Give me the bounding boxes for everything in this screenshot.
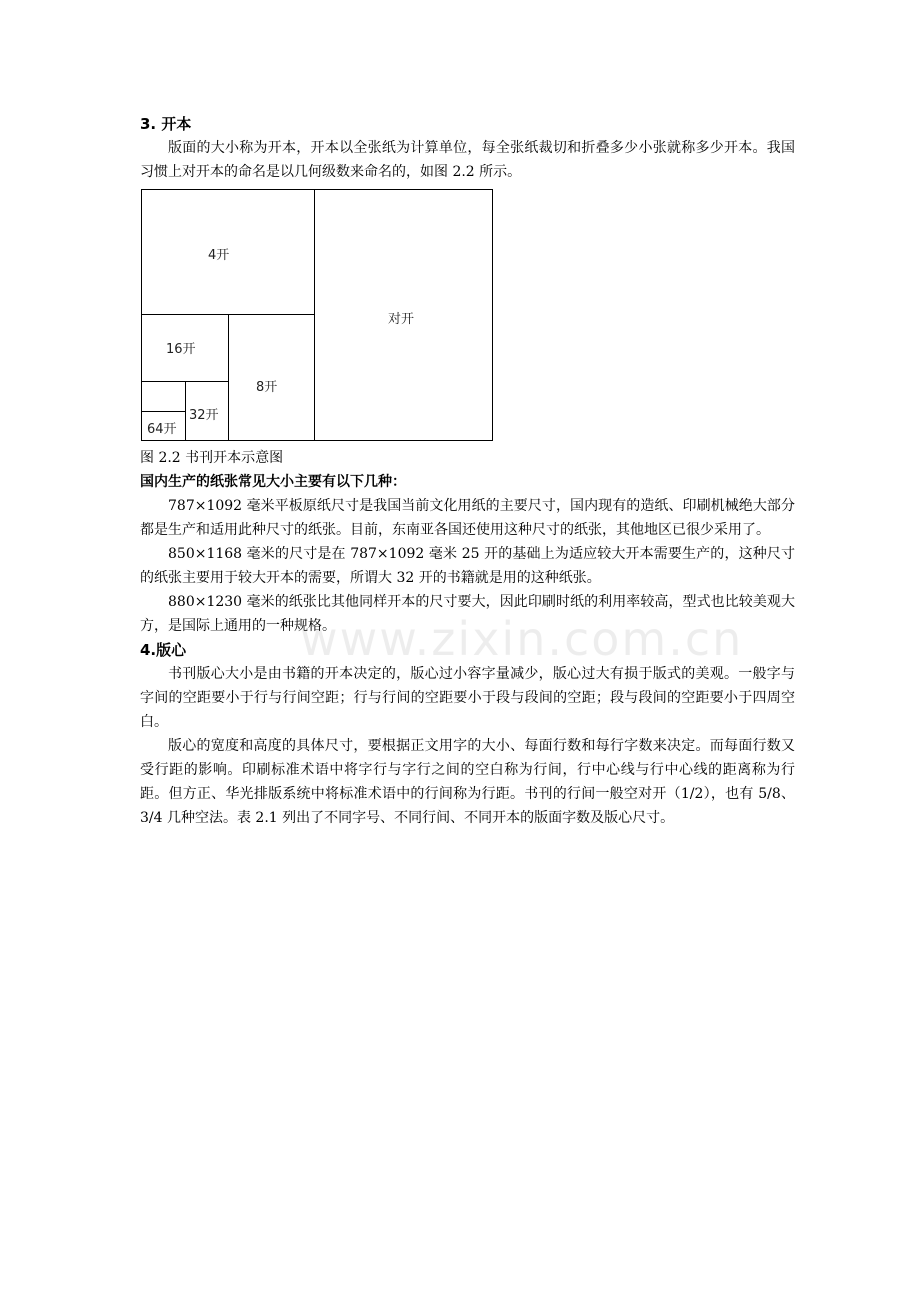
section-4-paragraph-1: 书刊版心大小是由书籍的开本决定的，版心过小容字量减少，版心过大有损于版式的美观。一般字与字间的空距要小于行与行间空距；行与行间的空距要小于段与段间的空距；段与段间的空距要小于四周空白。 <box>140 666 795 730</box>
label-8kai: 8开 <box>256 380 278 395</box>
label-16kai: 16开 <box>166 342 196 357</box>
document-body <box>140 112 795 830</box>
section-3-paragraph: 版面的大小称为开本，开本以全张纸为计算单位，每全张纸裁切和折叠多少小张就称多少开本。我国习惯上对开本的命名是以几何级数来命名的，如图 2.2 所示。 <box>140 140 795 180</box>
section-4-heading: 4.版心 <box>140 641 187 659</box>
label-duikai: 对开 <box>388 312 415 327</box>
section-4-paragraph-2: 版心的宽度和高度的具体尺寸，要根据正文用字的大小、每面行数和每行字数来决定。而每面行数又受行距的影响。印刷标准术语中将字行与字行之间的空白称为行间，行中心线与行中心线的距离称为行距。但方正、华光排版系统中将标准术语中的行间称为行距。书刊的行间一般空对开（1/2），也有 5/8、3/4 几种空法。表 2.1 列出了不同字号、不同行间、不同开本的版面字数及版心尺寸。 <box>140 738 795 826</box>
label-4kai: 4开 <box>208 248 230 263</box>
section-3-heading: 3. 开本 <box>140 115 192 133</box>
sizes-heading: 国内生产的纸张常见大小主要有以下几种： <box>140 474 406 490</box>
sizes-paragraph-3: 880×1230 毫米的纸张比其他同样开本的尺寸要大，因此印刷时纸的利用率较高，型式也比较美观大方，是国际上通用的一种规格。 <box>140 594 795 634</box>
watermark: www.zixin.com.cn <box>300 612 744 666</box>
label-64kai: 64开 <box>147 422 177 437</box>
label-32kai: 32开 <box>189 408 219 423</box>
sizes-paragraph-1: 787×1092 毫米平板原纸尺寸是我国当前文化用纸的主要尺寸，国内现有的造纸、印刷机械绝大部分都是生产和适用此种尺寸的纸张。目前，东南亚各国还使用这种尺寸的纸张，其他地区已很少采用了。 <box>140 498 795 538</box>
figure-caption: 图 2.2 书刊开本示意图 <box>140 450 284 466</box>
paper-size-diagram <box>140 188 494 442</box>
sizes-paragraph-2: 850×1168 毫米的尺寸是在 787×1092 毫米 25 开的基础上为适应较大开本需要生产的，这种尺寸的纸张主要用于较大开本的需要，所谓大 32 开的书籍就是用的这种纸张。 <box>140 546 795 586</box>
